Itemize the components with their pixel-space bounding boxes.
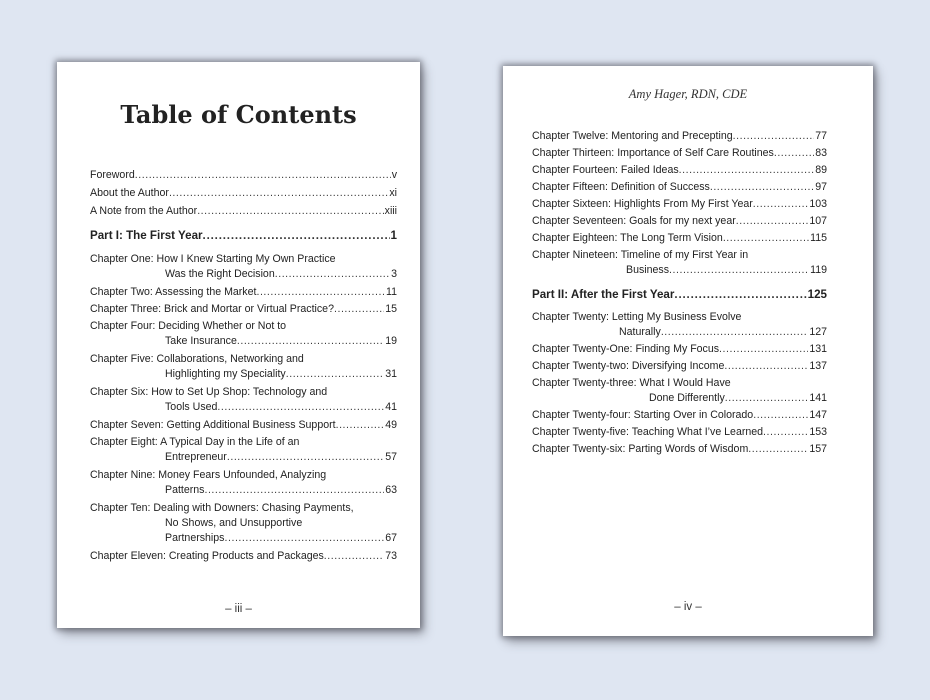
toc-entry-label: Chapter Seven: Getting Additional Business Support <box>90 419 336 431</box>
toc-entry-page: 67 <box>385 532 397 544</box>
toc-entry-page: 41 <box>385 401 397 413</box>
toc-entry-label: Chapter Two: Assessing the Market <box>90 286 257 298</box>
toc-entry-page: xi <box>389 187 397 199</box>
toc-entry-about-author[interactable] <box>90 186 397 201</box>
toc-entry-chapter-seven[interactable] <box>90 418 397 433</box>
page-title: Table of Contents <box>120 100 357 129</box>
dot-leader <box>710 180 814 195</box>
toc-entry-label: Chapter Thirteen: Importance of Self Care Routines <box>532 147 774 159</box>
toc-entry-page: 19 <box>385 335 397 347</box>
toc-entry-label: Chapter Seventeen: Goals for my next year <box>532 215 736 227</box>
toc-entry-chapter-four[interactable] <box>90 319 397 349</box>
dot-leader <box>724 359 808 374</box>
toc-entry-page: 127 <box>809 326 827 338</box>
toc-entry-page: 119 <box>810 264 827 276</box>
toc-entry-label: Chapter Twelve: Mentoring and Precepting <box>532 130 733 142</box>
toc-entry-page: 11 <box>386 286 397 298</box>
dot-leader <box>169 186 388 201</box>
toc-entry-page: v <box>391 169 397 181</box>
toc-list <box>532 129 827 457</box>
toc-list <box>90 168 397 564</box>
dot-leader <box>763 425 808 440</box>
toc-entry-note-from-author[interactable] <box>90 204 397 219</box>
toc-entry-label: Entrepreneur <box>165 451 227 463</box>
toc-entry-page: 115 <box>810 232 827 244</box>
dot-leader <box>324 549 384 564</box>
toc-entry-chapter-thirteen[interactable] <box>532 146 827 161</box>
dot-leader <box>748 442 808 457</box>
toc-entry-chapter-twenty-five[interactable] <box>532 425 827 440</box>
toc-entry-page: 57 <box>385 451 397 463</box>
dot-leader <box>336 418 385 433</box>
toc-entry-label: Chapter Eighteen: The Long Term Vision <box>532 232 723 244</box>
toc-entry-label: Part I: The First Year <box>90 229 203 242</box>
toc-entry-label-line: Chapter Five: Collaborations, Networking and <box>90 353 304 365</box>
toc-entry-label: Chapter Twenty-two: Diversifying Income <box>532 360 725 372</box>
right-page <box>503 66 873 636</box>
toc-entry-page: 31 <box>385 368 397 380</box>
toc-entry-label: Chapter Eleven: Creating Products and Packages <box>90 550 324 562</box>
toc-entry-page: 3 <box>391 268 397 280</box>
toc-entry-chapter-one[interactable] <box>90 252 397 282</box>
dot-leader <box>203 228 390 244</box>
toc-entry-page: 125 <box>807 288 827 301</box>
dot-leader <box>286 367 384 382</box>
toc-entry-chapter-twenty-three[interactable] <box>532 376 827 406</box>
dot-leader <box>237 334 384 349</box>
toc-entry-page: 83 <box>815 147 827 159</box>
toc-entry-page: 153 <box>809 426 827 438</box>
toc-entry-chapter-nine[interactable] <box>90 468 397 498</box>
toc-entry-page: 103 <box>809 198 827 210</box>
page-number: – iii – <box>225 603 252 615</box>
toc-entry-chapter-twenty[interactable] <box>532 310 827 340</box>
toc-entry-label: Chapter Fifteen: Definition of Success <box>532 181 710 193</box>
toc-entry-chapter-three[interactable] <box>90 302 397 317</box>
dot-leader <box>256 285 385 300</box>
dot-leader <box>774 146 814 161</box>
dot-leader <box>733 129 815 144</box>
toc-entry-label: Chapter Sixteen: Highlights From My First Year <box>532 198 753 210</box>
toc-part-heading[interactable] <box>532 287 827 303</box>
dot-leader <box>661 325 809 340</box>
toc-entry-page: 131 <box>809 343 827 355</box>
dot-leader <box>753 408 808 423</box>
toc-entry-foreword[interactable] <box>90 168 397 183</box>
toc-entry-chapter-two[interactable] <box>90 285 397 300</box>
toc-entry-chapter-twenty-four[interactable] <box>532 408 827 423</box>
dot-leader <box>719 342 808 357</box>
dot-leader <box>753 197 809 212</box>
dot-leader <box>275 267 390 282</box>
toc-entry-page: 147 <box>809 409 827 421</box>
toc-entry-label-line: Chapter Twenty-three: What I Would Have <box>532 377 731 389</box>
toc-entry-chapter-sixteen[interactable] <box>532 197 827 212</box>
dot-leader <box>204 483 384 498</box>
toc-entry-chapter-seventeen[interactable] <box>532 214 827 229</box>
dot-leader <box>674 287 806 303</box>
toc-entry-chapter-twenty-one[interactable] <box>532 342 827 357</box>
toc-entry-label: Was the Right Decision <box>165 268 275 280</box>
dot-leader <box>736 214 809 229</box>
toc-entry-chapter-fourteen[interactable] <box>532 163 827 178</box>
dot-leader <box>135 168 391 183</box>
toc-entry-label-line: Chapter Nine: Money Fears Unfounded, Analyzing <box>90 469 327 481</box>
toc-entry-page: 89 <box>815 164 827 176</box>
toc-entry-chapter-eleven[interactable] <box>90 549 397 564</box>
toc-entry-page: 137 <box>809 360 827 372</box>
toc-entry-label-line: Chapter Nineteen: Timeline of my First Year in <box>532 249 749 261</box>
toc-entry-label: Chapter Twenty-One: Finding My Focus <box>532 343 720 355</box>
dot-leader <box>723 231 809 246</box>
toc-entry-label: Take Insurance <box>165 335 237 347</box>
toc-entry-page: 49 <box>385 419 397 431</box>
toc-entry-page: 15 <box>385 303 397 315</box>
toc-entry-chapter-fifteen[interactable] <box>532 180 827 195</box>
toc-entry-page: xiii <box>384 205 397 217</box>
dot-leader <box>669 263 809 278</box>
dot-leader <box>334 302 384 317</box>
toc-entry-label: Highlighting my Speciality <box>165 368 286 380</box>
toc-entry-label: A Note from the Author <box>90 205 198 217</box>
toc-entry-label-line: No Shows, and Unsupportive <box>165 517 303 529</box>
dot-leader <box>224 531 384 546</box>
toc-entry-page: 107 <box>809 215 827 227</box>
dot-leader <box>217 400 384 415</box>
toc-entry-chapter-ten[interactable] <box>90 501 397 546</box>
toc-entry-label: Partnerships <box>165 532 225 544</box>
dot-leader <box>725 391 809 406</box>
toc-entry-label-line: Chapter Eight: A Typical Day in the Life of an <box>90 436 300 448</box>
dot-leader <box>679 163 815 178</box>
toc-entry-page: 157 <box>809 443 827 455</box>
toc-entry-chapter-six[interactable] <box>90 385 397 415</box>
toc-entry-label: Chapter Twenty-four: Starting Over in Colorado <box>532 409 754 421</box>
toc-entry-chapter-twenty-six[interactable] <box>532 442 827 457</box>
toc-entry-label-line: Chapter Four: Deciding Whether or Not to <box>90 320 287 332</box>
toc-entry-label-line: Chapter Ten: Dealing with Downers: Chasing Payments, <box>90 502 354 514</box>
toc-entry-label: Tools Used <box>165 401 218 413</box>
toc-entry-label: Chapter Twenty-six: Parting Words of Wisdom <box>532 443 749 455</box>
toc-entry-label: Foreword <box>90 169 135 181</box>
toc-entry-label: About the Author <box>90 187 169 199</box>
toc-entry-page: 63 <box>385 484 397 496</box>
toc-entry-label: Chapter Three: Brick and Mortar or Virtual Practice? <box>90 303 334 315</box>
toc-entry-label-line: Chapter Twenty: Letting My Business Evolve <box>532 311 742 323</box>
toc-entry-label: Chapter Fourteen: Failed Ideas <box>532 164 679 176</box>
toc-entry-page: 97 <box>815 181 827 193</box>
toc-entry-label: Done Differently <box>649 392 725 404</box>
toc-entry-page: 77 <box>815 130 827 142</box>
toc-entry-label: Patterns <box>165 484 205 496</box>
toc-entry-chapter-eighteen[interactable] <box>532 231 827 246</box>
toc-entry-page: 1 <box>390 229 397 242</box>
dot-leader <box>227 450 384 465</box>
toc-entry-page: 141 <box>809 392 827 404</box>
toc-entry-label: Chapter Twenty-five: Teaching What I’ve Learned <box>532 426 764 438</box>
toc-entry-chapter-five[interactable] <box>90 352 397 382</box>
toc-entry-page: 73 <box>385 550 397 562</box>
toc-entry-chapter-twenty-two[interactable] <box>532 359 827 374</box>
toc-entry-chapter-nineteen[interactable] <box>532 248 827 278</box>
running-head: Amy Hager, RDN, CDE <box>628 87 748 101</box>
toc-entry-chapter-twelve[interactable] <box>532 129 827 144</box>
toc-entry-label-line: Chapter One: How I Knew Starting My Own Practice <box>90 253 336 265</box>
toc-entry-label: Naturally <box>619 326 661 338</box>
toc-entry-chapter-eight[interactable] <box>90 435 397 465</box>
toc-entry-label: Business <box>626 264 669 276</box>
toc-part-heading[interactable] <box>90 228 397 244</box>
toc-entry-label-line: Chapter Six: How to Set Up Shop: Technology and <box>90 386 328 398</box>
dot-leader <box>197 204 383 219</box>
left-page <box>57 62 420 628</box>
page-number: – iv – <box>674 601 702 613</box>
toc-entry-label: Part II: After the First Year <box>532 288 675 301</box>
